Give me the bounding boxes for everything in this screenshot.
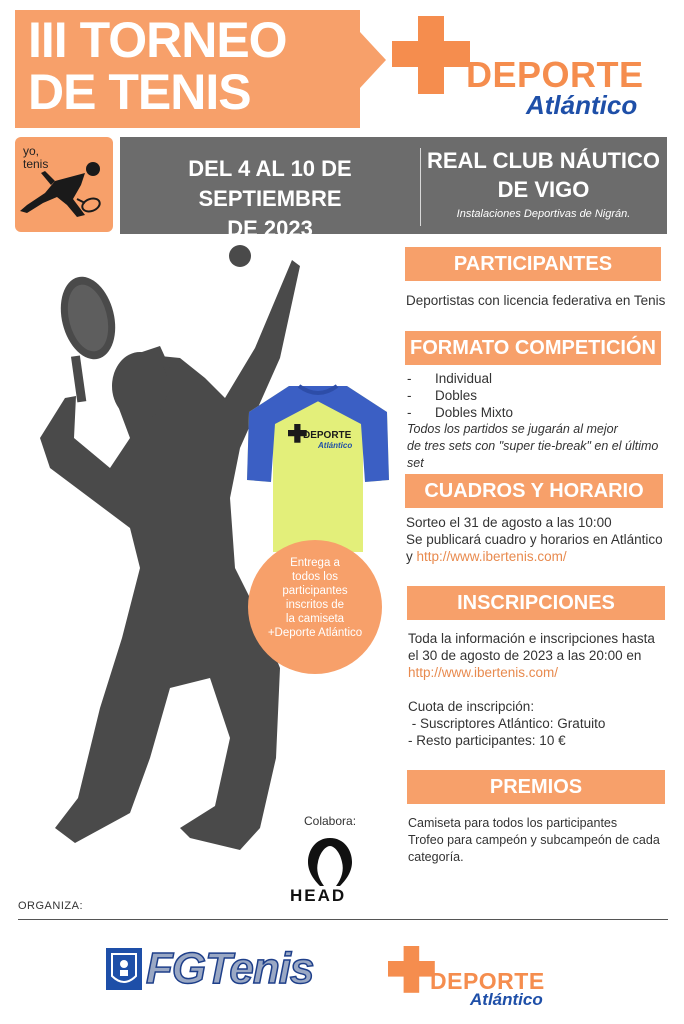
colabora-label: Colabora:: [304, 814, 357, 828]
footer-brand-deporte: DEPORTE: [430, 968, 545, 994]
brand-logo-top: [392, 16, 672, 120]
promo-line: todos los: [291, 571, 339, 583]
title-line-2: DE TENIS: [28, 64, 251, 120]
section-premios-header: PREMIOS: [407, 770, 665, 804]
page-title: [28, 14, 358, 118]
list-item-label: Dobles: [435, 388, 478, 403]
section-cuadros-header: CUADROS Y HORARIO: [405, 474, 663, 508]
ibertenis-link[interactable]: http://www.ibertenis.com/: [408, 665, 559, 680]
badge-line-1: yo,: [23, 144, 40, 158]
event-dates: [120, 154, 420, 244]
cuadros-line-1: Sorteo el 31 de agosto a las 10:00: [406, 515, 612, 530]
venue-line-2: DE VIGO: [497, 177, 590, 202]
promo-line: inscritos de: [285, 599, 345, 611]
title-line-1: III TORNEO: [28, 12, 287, 68]
plus-icon: [392, 16, 470, 94]
cuota-title: Cuota de inscripción:: [408, 699, 535, 714]
organiza-label: ORGANIZA:: [18, 900, 84, 912]
list-item: [407, 404, 677, 421]
footer-brand-atlantico: Atlántico: [470, 990, 543, 1009]
promo-text: [252, 556, 378, 640]
section-inscripciones-header: INSCRIPCIONES: [407, 586, 665, 620]
section-formato-header: FORMATO COMPETICIÓN: [405, 331, 661, 365]
footer-divider: [18, 919, 668, 920]
date-line-2: DE 2023: [227, 216, 313, 241]
promo-line: la camiseta: [285, 613, 345, 625]
premios-line-3: categoría.: [408, 850, 464, 864]
tshirt-brand-logo: [288, 424, 358, 454]
list-item-label: Individual: [435, 371, 493, 386]
premios-text: [408, 815, 678, 866]
promo-line: participantes: [282, 585, 348, 597]
premios-line-2: Trofeo para campeón y subcampeón de cada: [408, 833, 660, 847]
list-item: [407, 387, 677, 404]
inscripciones-line-1: Toda la información e inscripciones hasta: [408, 631, 655, 646]
date-line-1: DEL 4 AL 10 DE SEPTIEMBRE: [188, 156, 352, 211]
section-participantes-header: PARTICIPANTES: [405, 247, 661, 281]
badge-line-2: tenis: [23, 157, 49, 171]
head-logo-icon: [306, 836, 354, 888]
brand-atlantico: Atlántico: [526, 90, 638, 120]
plus-icon: [388, 946, 435, 993]
fgtenis-logo: FGTenis: [146, 944, 314, 993]
brand-logo-footer: [388, 946, 568, 1010]
cuadros-line-3: [406, 548, 678, 565]
participantes-text: Deportistas con licencia federativa en Tenis: [406, 293, 666, 308]
brand-deporte: DEPORTE: [466, 54, 644, 95]
promo-line: +Deporte Atlántico: [267, 627, 363, 639]
plus-icon: [288, 424, 292, 428]
tennis-player-icon: [15, 159, 113, 232]
tshirt-brand-atlantico: Atlántico: [318, 441, 353, 450]
cuota-item: - Suscriptores Atlántico: Gratuito: [408, 716, 606, 731]
event-venue: [426, 146, 661, 204]
list-dash: -: [407, 405, 412, 420]
list-item: [407, 370, 677, 387]
galicia-shield-icon: [106, 948, 142, 990]
ibertenis-link[interactable]: http://www.ibertenis.com/: [416, 549, 567, 564]
venue-subtitle: Instalaciones Deportivas de Nigrán.: [456, 208, 631, 220]
list-item-label: Dobles Mixto: [435, 405, 514, 420]
yo-tenis-badge: [15, 137, 113, 232]
formato-note-line-2: de tres sets con "super tie-break" en el último set: [407, 439, 659, 470]
head-brand-text: HEAD: [290, 886, 347, 905]
formato-note-line-1: Todos los partidos se jugarán al mejor: [407, 422, 618, 436]
inscripciones-text: [408, 630, 678, 749]
cuadros-text: [406, 514, 678, 565]
cuadros-line-2: Se publicará cuadro y horarios en Atlántico: [406, 532, 663, 547]
formato-list: [407, 370, 677, 472]
cuadros-prefix: y: [406, 549, 413, 564]
venue-line-1: REAL CLUB NÁUTICO: [426, 148, 661, 173]
tshirt-brand-deporte: DEPORTE: [303, 430, 352, 441]
premios-line-1: Camiseta para todos los participantes: [408, 816, 618, 830]
title-arrow-shape: [360, 32, 386, 88]
info-divider: [420, 148, 421, 226]
cuota-item: - Resto participantes: 10 €: [408, 733, 566, 748]
list-dash: -: [407, 388, 412, 403]
inscripciones-line-2: el 30 de agosto de 2023 a las 20:00 en: [408, 648, 642, 663]
promo-line: Entrega a: [290, 557, 340, 569]
tshirt-image: [247, 384, 389, 554]
list-dash: -: [407, 371, 412, 386]
